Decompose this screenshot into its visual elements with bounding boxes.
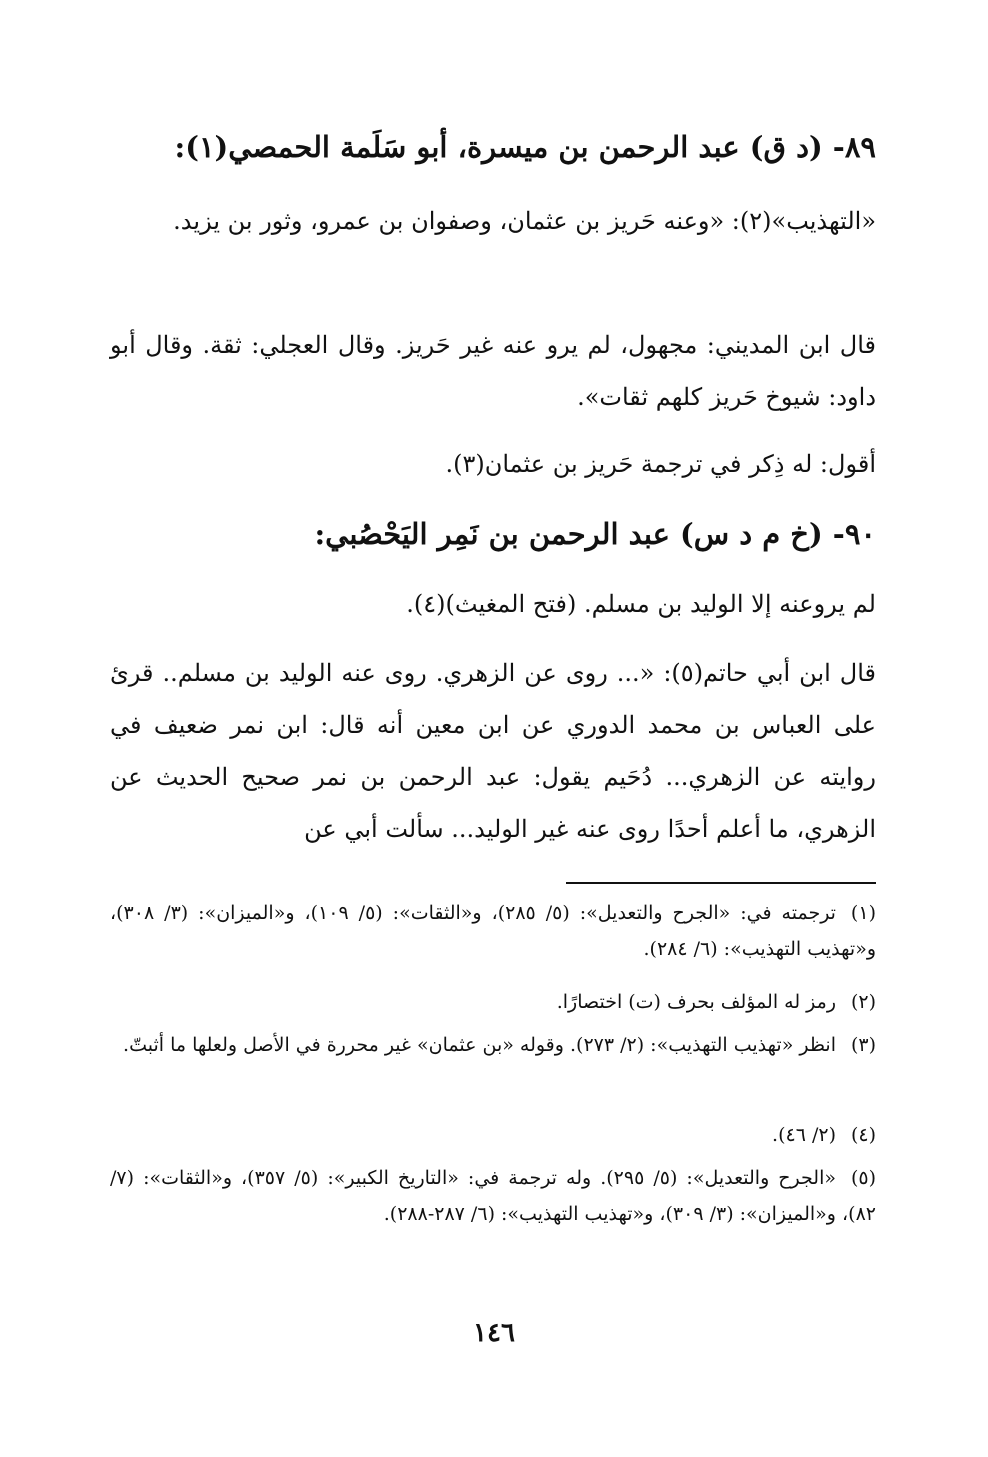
footnote-4-number: (٤)	[850, 1124, 876, 1146]
footnote-5-number: (٥)	[850, 1167, 876, 1189]
footnote-1-text: ترجمته في: «الجرح والتعديل»: (٥/ ٢٨٥)، و«الثقات»: (٥/ ١٠٩)، و«الميزان»: (٣/ ٣٠٨)، و«تهذيب التهذيب»: (٦/ ٢٨٤).	[110, 902, 876, 960]
footnote-1	[110, 895, 876, 967]
entry-89-paragraph-2: قال ابن المديني: مجهول، لم يرو عنه غير حَريز. وقال العجلي: ثقة. وقال أبو داود: شيوخ حَريز كلهم ثقات».	[110, 331, 876, 411]
entry-89-paragraph-1: «التهذيب»(٢): «وعنه حَريز بن عثمان، وصفوان بن عمرو، وثور بن يزيد.	[173, 207, 876, 235]
footnote-2	[110, 984, 876, 1020]
footnote-4	[110, 1117, 876, 1153]
entry-89-heading: ٨٩- (د ق) عبد الرحمن بن ميسرة، أبو سَلَمة الحمصي(١):	[174, 130, 876, 164]
footnote-separator	[566, 882, 876, 884]
entry-89-paragraph-3: أقول: له ذِكر في ترجمة حَريز بن عثمان(٣).	[445, 450, 876, 478]
footnote-3-number: (٣)	[850, 1034, 876, 1056]
entry-90-paragraph-1: لم يروعنه إلا الوليد بن مسلم. (فتح المغيث)(٤).	[406, 590, 876, 618]
footnote-5-text: «الجرح والتعديل»: (٥/ ٢٩٥). وله ترجمة في: «التاريخ الكبير»: (٥/ ٣٥٧)، و«الثقات»: (٧/ ٨٢)، و«الميزان»: (٣/ ٣٠٩)، و«تهذيب التهذيب»: (٦/ ٢٨٧-٢٨٨).	[110, 1167, 876, 1225]
footnote-5	[110, 1160, 876, 1232]
footnote-2-text: رمز له المؤلف بحرف (ت) اختصارًا.	[556, 991, 836, 1013]
page-number: ١٤٦	[473, 1318, 515, 1348]
footnote-4-text: (٢/ ٤٦).	[772, 1124, 836, 1146]
footnote-1-number: (١)	[850, 902, 876, 924]
entry-90-heading: ٩٠- (خ م د س) عبد الرحمن بن نَمِر اليَحْصُبي:	[314, 517, 876, 551]
footnote-3-text: انظر «تهذيب التهذيب»: (٢/ ٢٧٣). وقوله «بن عثمان» غير محررة في الأصل ولعلها ما أثبتّ.	[123, 1034, 836, 1056]
footnote-3	[110, 1027, 876, 1063]
entry-90-paragraph-2: قال ابن أبي حاتم(٥): «... روى عن الزهري. روى عنه الوليد بن مسلم.. قرئ على العباس بن محمد الدوري عن ابن معين أنه قال: ابن نمر ضعيف في روايته عن الزهري... دُحَيم يقول: عبد الرحمن بن نمر صحيح الحديث عن الزهري، ما أعلم أحدًا روى عنه غير الوليد... سألت أبي عن	[110, 659, 877, 843]
footnote-2-number: (٢)	[850, 991, 876, 1013]
